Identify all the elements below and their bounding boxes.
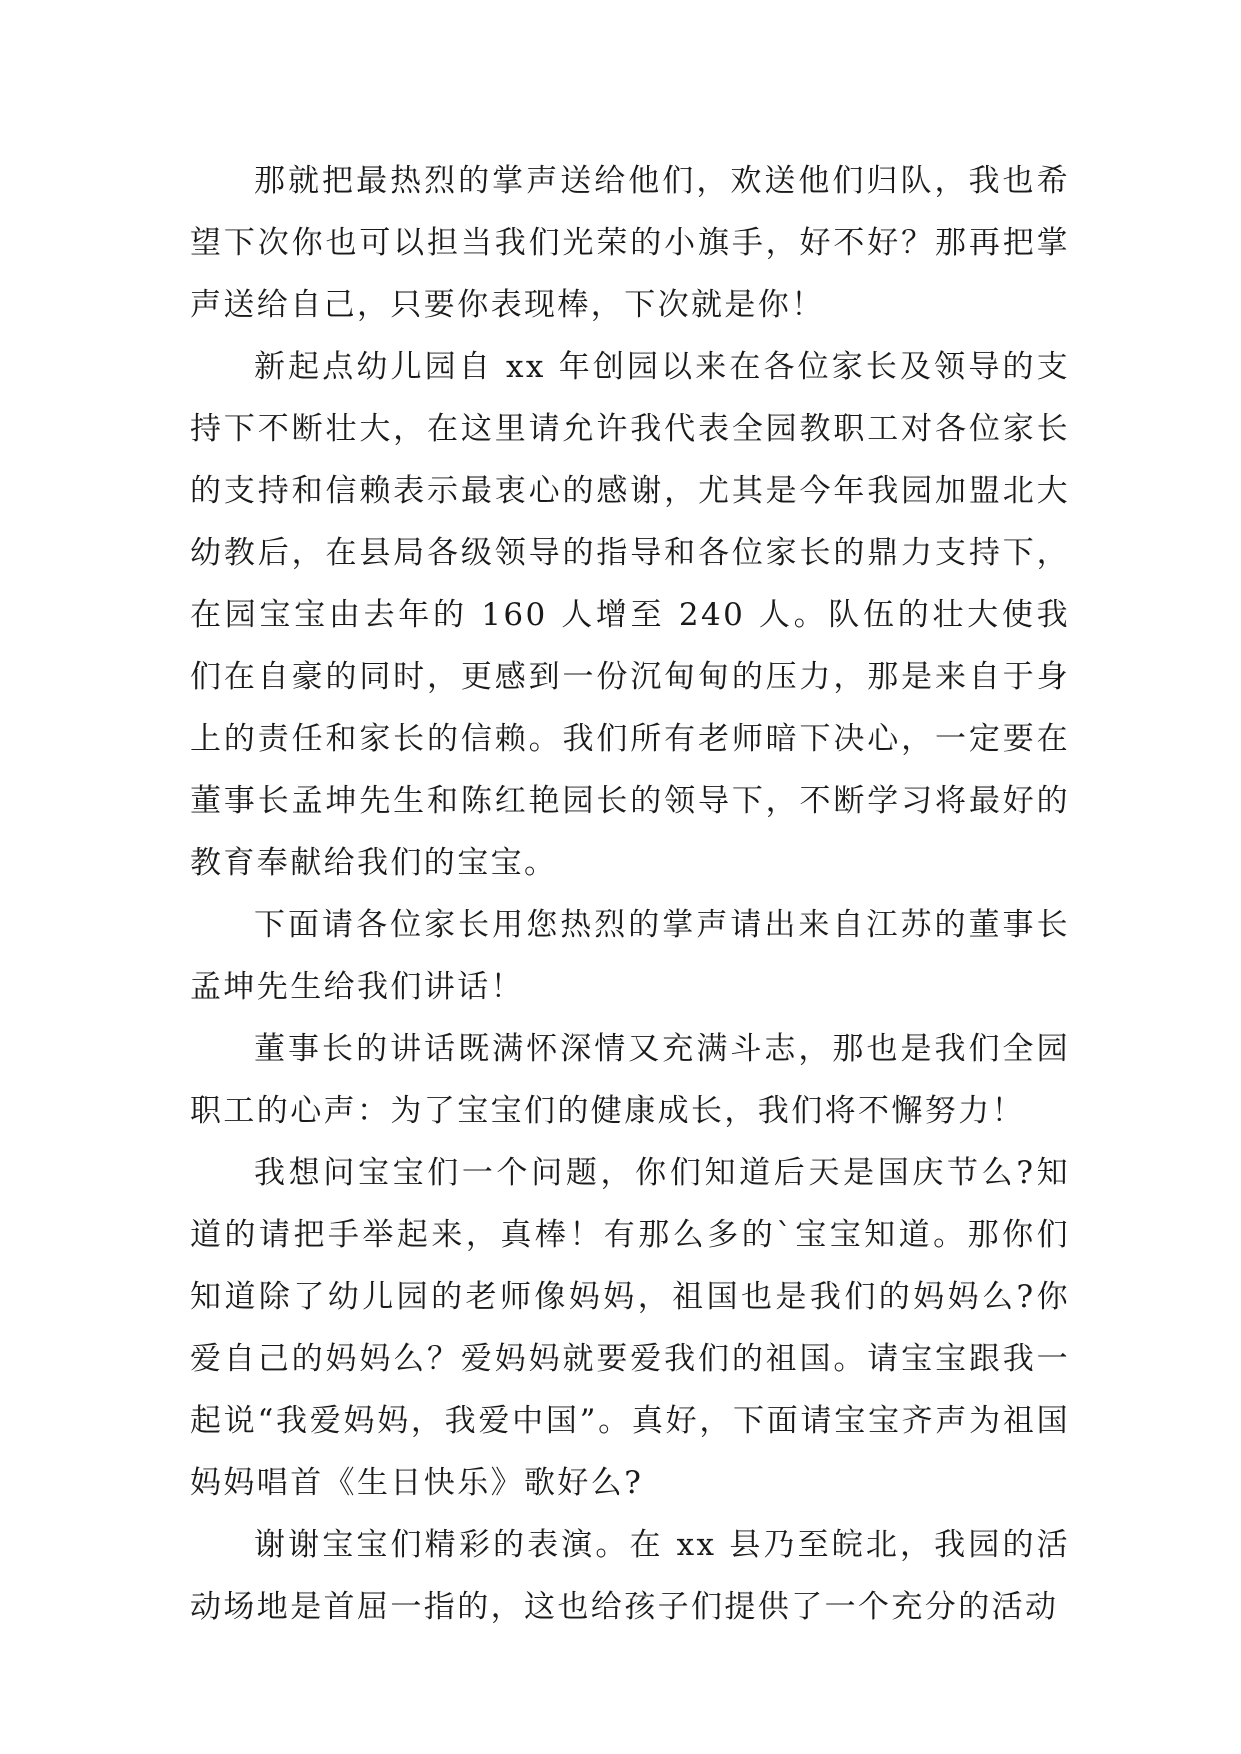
paragraph-5: 我想问宝宝们一个问题，你们知道后天是国庆节么?知道的请把手举起来，真棒！有那么多的`宝宝知道。那你们知道除了幼儿园的老师像妈妈，祖国也是我们的妈妈么?你爱自己的妈妈么？爱妈妈就要爱我们的祖国。请宝宝跟我一起说“我爱妈妈，我爱中国”。真好，下面请宝宝齐声为祖国妈妈唱首《生日快乐》歌好么? <box>190 1155 1070 1501</box>
paragraph-4: 董事长的讲话既满怀深情又充满斗志，那也是我们全园职工的心声：为了宝宝们的健康成长，我们将不懈努力！ <box>190 1031 1070 1129</box>
document-body <box>190 150 1070 1638</box>
paragraph-2: 新起点幼儿园自 xx 年创园以来在各位家长及领导的支持下不断壮大，在这里请允许我代表全园教职工对各位家长的支持和信赖表示最衷心的感谢，尤其是今年我园加盟北大幼教后，在县局各级领导的指导和各位家长的鼎力支持下，在园宝宝由去年的 160 人增至 240 人。队伍的壮大使我们在自豪的同时，更感到一份沉甸甸的压力，那是来自于身上的责任和家长的信赖。我们所有老师暗下决心，一定要在董事长孟坤先生和陈红艳园长的领导下，不断学习将最好的教育奉献给我们的宝宝。 <box>190 349 1070 881</box>
paragraph-6: 谢谢宝宝们精彩的表演。在 xx 县乃至皖北，我园的活动场地是首屈一指的，这也给孩子们提供了一个充分的活动 <box>190 1527 1070 1625</box>
paragraph-3: 下面请各位家长用您热烈的掌声请出来自江苏的董事长孟坤先生给我们讲话！ <box>190 907 1070 1005</box>
paragraph-1: 那就把最热烈的掌声送给他们，欢送他们归队，我也希望下次你也可以担当我们光荣的小旗手，好不好？那再把掌声送给自己，只要你表现棒，下次就是你！ <box>190 163 1070 323</box>
